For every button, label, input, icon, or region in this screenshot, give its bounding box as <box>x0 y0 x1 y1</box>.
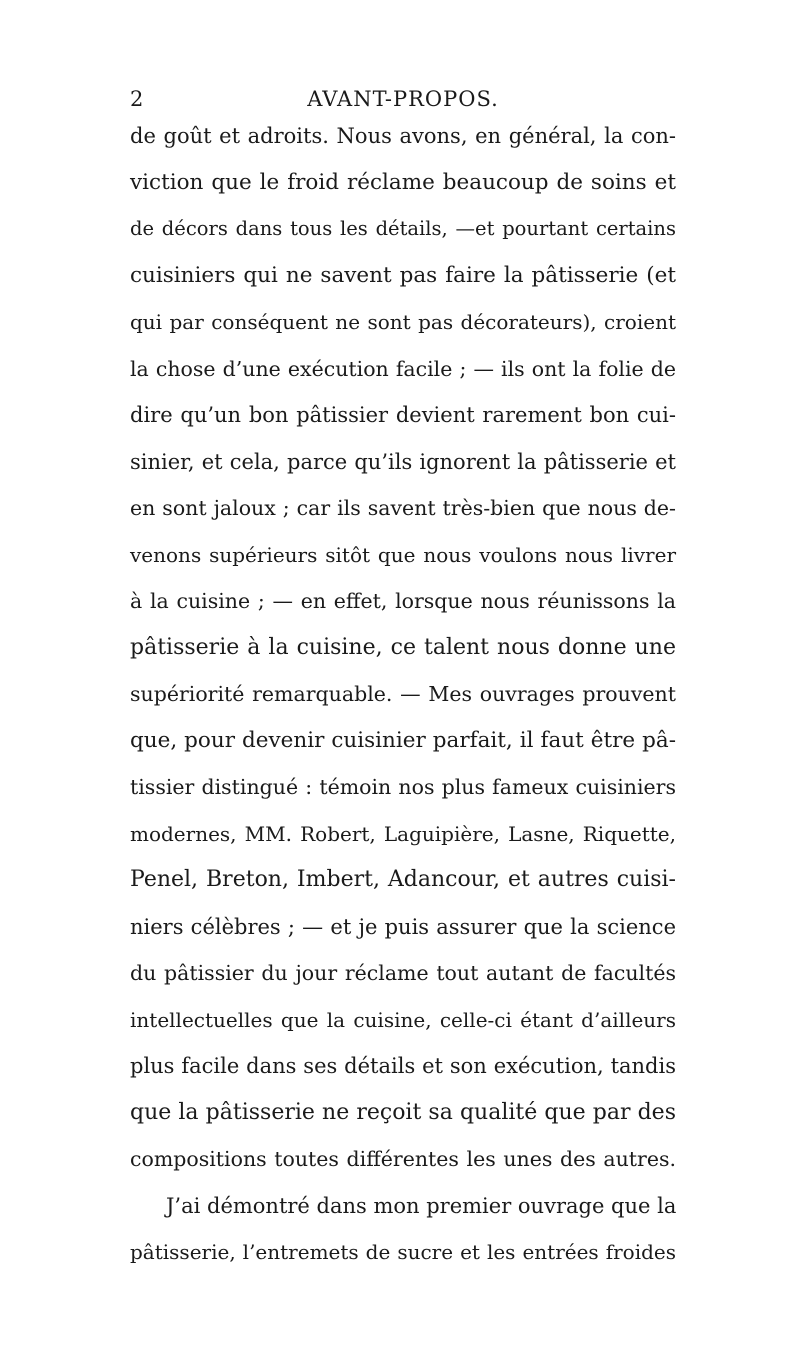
text-line: de décors dans tous les détails, —et pourtant certains <box>130 217 676 240</box>
page-number: 2 <box>130 87 144 111</box>
text-line: J’ai démontré dans mon premier ouvrage que la <box>166 1193 677 1218</box>
text-line: qui par conséquent ne sont pas décorateurs), croient <box>130 310 676 334</box>
text-line: niers célèbres ; — et je puis assurer que la science <box>130 914 676 939</box>
text-line: intellectuelles que la cuisine, celle-ci étant d’ailleurs <box>130 1007 676 1032</box>
text-line: pâtisserie, l’entremets de sucre et les entrées froides <box>130 1240 676 1264</box>
text-line: à la cuisine ; — en effet, lorsque nous réunissons la <box>130 589 676 613</box>
text-line: la chose d’une exécution facile ; — ils ont la folie de <box>130 356 676 381</box>
text-line: tissier distingué : témoin nos plus fameux cuisiniers <box>130 775 676 799</box>
text-line: compositions toutes différentes les unes des autres. <box>130 1147 676 1171</box>
text-line: plus facile dans ses détails et son exécution, tandis <box>130 1054 676 1078</box>
text-line: de goût et adroits. Nous avons, en général, la con- <box>130 124 676 148</box>
text-line: que, pour devenir cuisinier parfait, il faut être pâ- <box>130 727 676 753</box>
text-line: viction que le froid réclame beaucoup de soins et <box>130 169 676 195</box>
text-line: pâtisserie à la cuisine, ce talent nous donne une <box>130 634 676 660</box>
text-line: supériorité remarquable. — Mes ouvrages prouvent <box>130 682 676 706</box>
text-line: Penel, Breton, Imbert, Adancour, et autres cuisi- <box>130 867 676 892</box>
body-text <box>130 113 676 1276</box>
text-line: cuisiniers qui ne savent pas faire la pâtisserie (et <box>130 262 676 288</box>
text-line: modernes, MM. Robert, Laguipière, Lasne, Riquette, <box>130 821 676 846</box>
running-head: AVANT-PROPOS. <box>307 87 499 111</box>
text-line: dire qu’un bon pâtissier devient rarement bon cui- <box>130 403 676 427</box>
page-header <box>130 84 676 114</box>
text-line: sinier, et cela, parce qu’ils ignorent la pâtisserie et <box>130 449 676 474</box>
text-line: en sont jaloux ; car ils savent très-bien que nous de- <box>130 496 676 520</box>
text-line: venons supérieurs sitôt que nous voulons nous livrer <box>130 542 676 567</box>
text-line: que la pâtisserie ne reçoit sa qualité que par des <box>130 1099 676 1125</box>
text-line: du pâtissier du jour réclame tout autant de facultés <box>130 961 676 985</box>
